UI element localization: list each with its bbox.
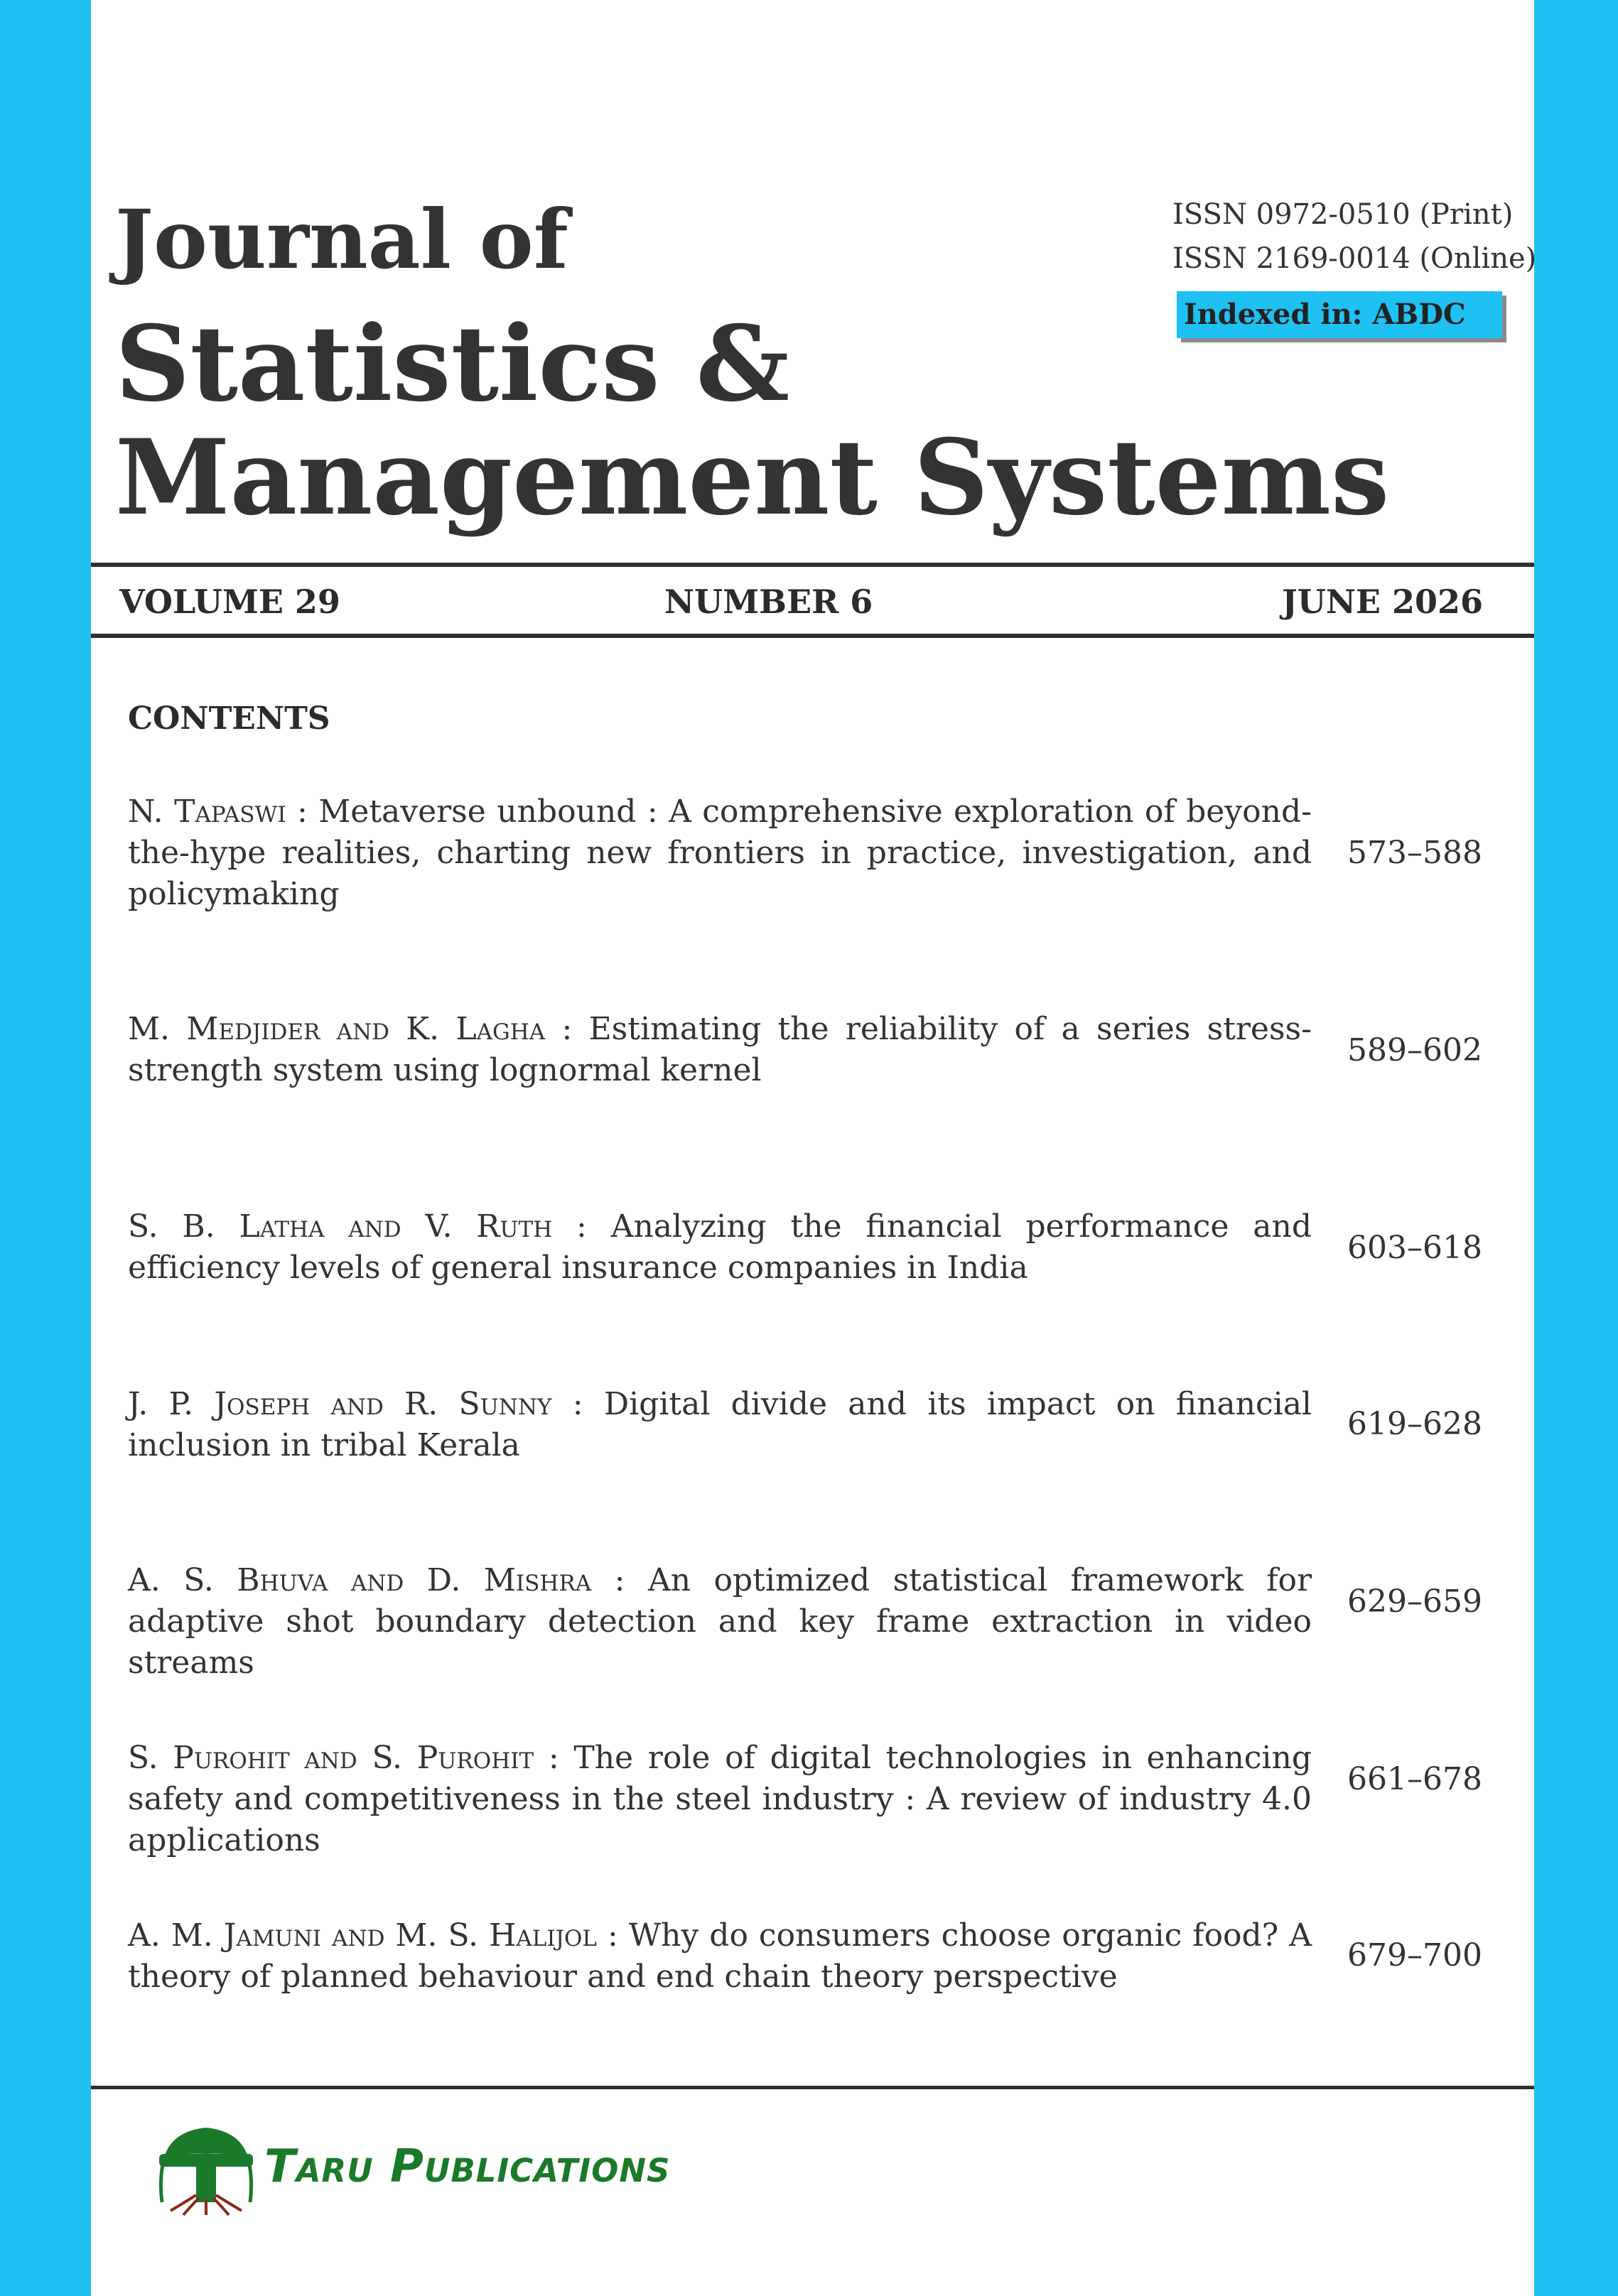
entry-authors: A. S. Bhuva and D. Mishra [128, 1562, 592, 1598]
divider-bottom [91, 2086, 1534, 2089]
entry-title: Analyzing the financial performance and efficiency levels of general insurance companies in India [128, 1208, 1312, 1286]
contents-entry[interactable]: S. Purohit and S. Purohit : The role of digital technologies in enhancing safety and competitiveness in the steel industry : A review of industry 4.0 applications [128, 1740, 1312, 1858]
entry-authors: S. Purohit and S. Purohit [128, 1740, 534, 1776]
entry-pages: 603–618 [1347, 1230, 1482, 1266]
contents-entry[interactable]: A. S. Bhuva and D. Mishra : An optimized statistical framework for adaptive shot boundary detection and key frame extraction in video streams [128, 1562, 1312, 1681]
journal-title-line2: Statistics & [115, 303, 790, 425]
publisher-name: Taru Publications [264, 2140, 671, 2193]
issn-online: ISSN 2169-0014 (Online) [1172, 242, 1537, 275]
left-color-band [0, 0, 91, 2296]
entry-pages: 679–700 [1347, 1937, 1482, 1973]
entry-pages: 629–659 [1347, 1583, 1482, 1620]
issue-date: JUNE 2026 [1281, 583, 1483, 621]
divider-middle [91, 634, 1534, 638]
entry-authors: N. Tapaswi [128, 794, 286, 830]
entry-title: An optimized statistical framework for adaptive shot boundary detection and key frame extraction in video streams [128, 1562, 1312, 1681]
contents-entry[interactable]: A. M. Jamuni and M. S. Halijol : Why do consumers choose organic food? A theory of planned behaviour and end chain theory perspective [128, 1917, 1312, 1995]
contents-entry[interactable]: N. Tapaswi : Metaverse unbound : A comprehensive exploration of beyond-the-hype realities, charting new frontiers in practice, investigation, and policymaking [128, 794, 1312, 912]
entry-title: Metaverse unbound : A comprehensive exploration of beyond-the-hype realities, charting new frontiers in practice, investigation, and policymaking [128, 794, 1312, 912]
entry-authors: J. P. Joseph and R. Sunny [128, 1386, 552, 1422]
entry-title: Digital divide and its impact on financial inclusion in tribal Kerala [128, 1386, 1312, 1463]
issue-volume: VOLUME 29 [119, 583, 340, 621]
journal-title-line3: Management Systems [115, 417, 1390, 538]
right-color-band [1534, 0, 1618, 2296]
divider-top [91, 563, 1534, 567]
entry-pages: 589–602 [1347, 1032, 1482, 1068]
contents-entry[interactable]: M. Medjider and K. Lagha : Estimating the reliability of a series stress-strength system using lognormal kernel [128, 1011, 1312, 1088]
entry-authors: S. B. Latha and V. Ruth [128, 1208, 553, 1245]
indexed-badge: Indexed in: ABDC [1177, 291, 1502, 338]
tree-logo-icon [149, 2117, 263, 2216]
entry-title: Why do consumers choose organic food? A theory of planned behaviour and end chain theory perspective [128, 1917, 1312, 1995]
entry-pages: 573–588 [1347, 835, 1482, 871]
issue-number: NUMBER 6 [664, 583, 873, 621]
journal-title-line1: Journal of [115, 192, 568, 287]
entry-pages: 619–628 [1347, 1406, 1482, 1442]
contents-heading: CONTENTS [128, 700, 330, 737]
entry-title: The role of digital technologies in enhancing safety and competitiveness in the steel industry : A review of industry 4.0 applications [128, 1740, 1312, 1858]
entry-title: Estimating the reliability of a series stress-strength system using lognormal kernel [128, 1011, 1312, 1088]
issn-print: ISSN 0972-0510 (Print) [1172, 198, 1514, 231]
entry-authors: A. M. Jamuni and M. S. Halijol [128, 1917, 598, 1954]
contents-entry[interactable]: S. B. Latha and V. Ruth : Analyzing the financial performance and efficiency levels of general insurance companies in India [128, 1208, 1312, 1286]
entry-authors: M. Medjider and K. Lagha [128, 1011, 546, 1047]
contents-entry[interactable]: J. P. Joseph and R. Sunny : Digital divide and its impact on financial inclusion in tribal Kerala [128, 1386, 1312, 1463]
entry-pages: 661–678 [1347, 1761, 1482, 1797]
